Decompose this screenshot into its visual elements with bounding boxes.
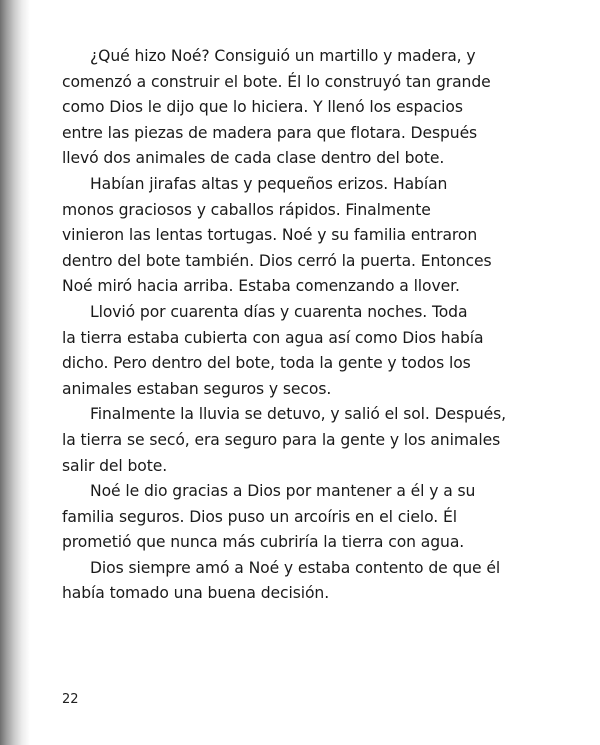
- text-line: animales estaban seguros y secos.: [62, 379, 332, 398]
- page-body: [62, 44, 532, 607]
- text-line: ¿Qué hizo Noé? Consiguió un martillo y madera, y: [90, 47, 476, 65]
- text-line: llevó dos animales de cada clase dentro del bote.: [62, 149, 445, 168]
- text-line: entre las piezas de madera para que flotara. Después: [62, 123, 478, 142]
- paragraph-3: [62, 300, 532, 402]
- paragraph-6: [62, 556, 532, 607]
- paragraph-4: [62, 402, 532, 479]
- page-number: 22: [62, 692, 79, 707]
- text-line: dicho. Pero dentro del bote, toda la gente y todos los: [62, 354, 471, 373]
- text-line: Dios siempre amó a Noé y estaba contento de que él: [90, 558, 501, 577]
- text-line: Llovió por cuarenta días y cuarenta noches. Toda: [90, 302, 468, 321]
- text-line: prometió que nunca más cubriría la tierra con agua.: [62, 533, 465, 552]
- text-line: salir del bote.: [62, 456, 168, 475]
- text-line: Finalmente la lluvia se detuvo, y salió el sol. Después,: [90, 405, 506, 424]
- text-line: la tierra se secó, era seguro para la gente y los animales: [62, 430, 501, 449]
- text-line: familia seguros. Dios puso un arcoíris en el cielo. Él: [62, 507, 457, 526]
- text-line: como Dios le dijo que lo hiciera. Y llenó los espacios: [62, 98, 463, 117]
- text-line: dentro del bote también. Dios cerró la puerta. Entonces: [62, 251, 492, 270]
- paragraph-2: [62, 172, 532, 300]
- paragraph-1: [62, 44, 532, 172]
- text-line: vinieron las lentas tortugas. Noé y su familia entraron: [62, 226, 478, 245]
- book-gutter-shadow: [0, 0, 30, 745]
- text-line: Noé miró hacia arriba. Estaba comenzando a llover.: [62, 277, 460, 296]
- paragraph-5: [62, 479, 532, 556]
- text-line: Habían jirafas altas y pequeños erizos. Habían: [90, 174, 448, 193]
- text-line: había tomado una buena decisión.: [62, 584, 330, 603]
- text-line: la tierra estaba cubierta con agua así como Dios había: [62, 328, 484, 347]
- text-line: comenzó a construir el bote. Él lo construyó tan grande: [62, 72, 491, 91]
- text-line: Noé le dio gracias a Dios por mantener a él y a su: [90, 482, 476, 501]
- text-line: monos graciosos y caballos rápidos. Finalmente: [62, 200, 431, 219]
